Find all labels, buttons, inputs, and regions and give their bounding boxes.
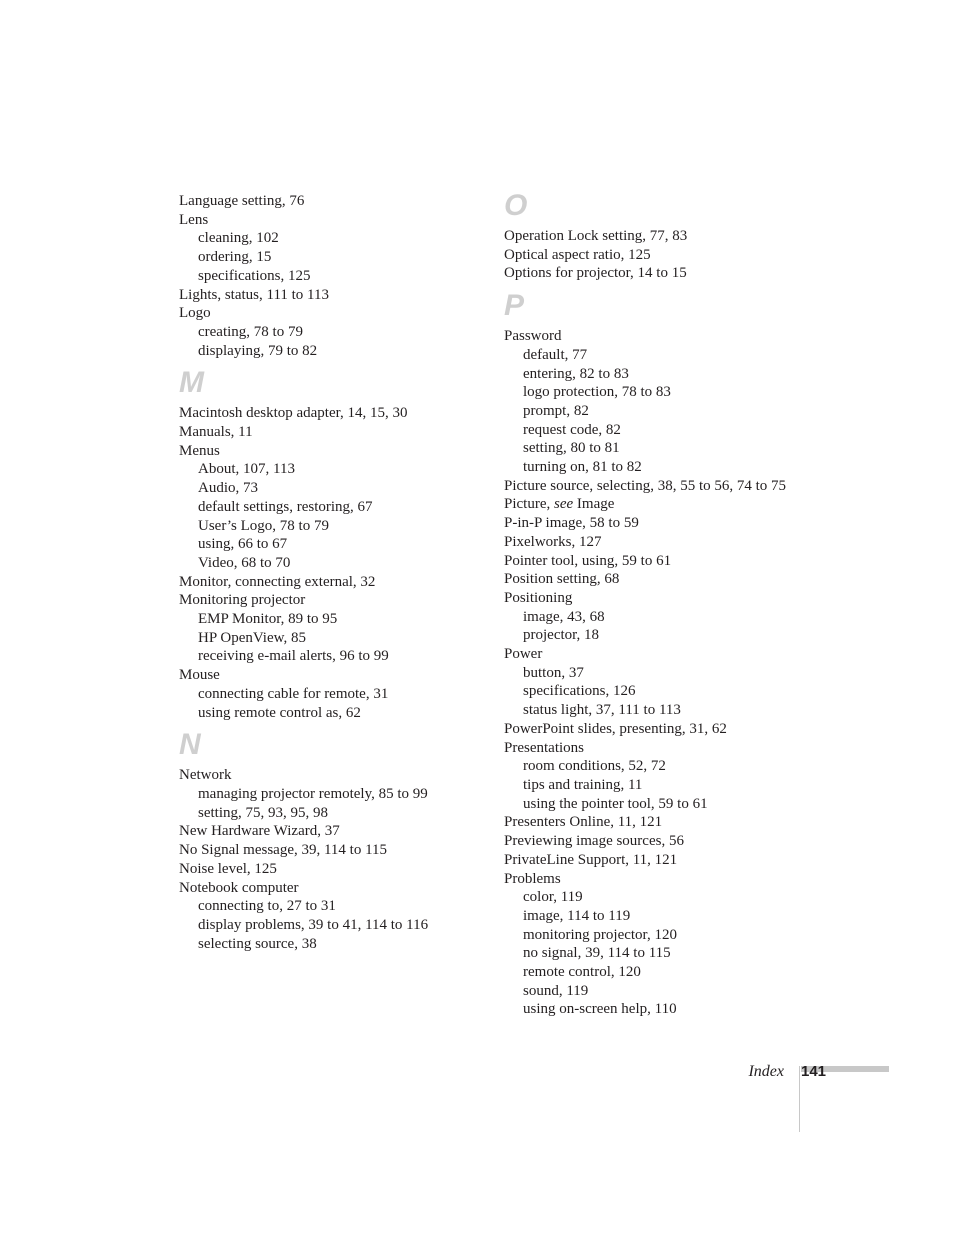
index-subentry: monitoring projector, 120 [523,926,677,943]
index-subentry: logo protection, 78 to 83 [523,384,671,401]
index-subentry: cleaning, 102 [198,230,279,247]
index-entry: Macintosh desktop adapter, 14, 15, 30 [179,405,408,422]
index-subentry: ordering, 15 [198,249,272,266]
index-entry: Problems [504,870,561,887]
index-subentry: room conditions, 52, 72 [523,758,666,775]
index-subentry: default settings, restoring, 67 [198,498,373,515]
index-subentry: entering, 82 to 83 [523,365,629,382]
footer-vertical-rule [799,1066,800,1132]
index-subentry: status light, 37, 111 to 113 [523,702,681,719]
index-entry: Optical aspect ratio, 125 [504,246,651,263]
index-subentry: selecting source, 38 [198,935,317,952]
index-entry: Password [504,328,562,345]
index-subentry: request code, 82 [523,421,621,438]
index-subentry: turning on, 81 to 82 [523,459,642,476]
index-entry [504,495,804,514]
index-subentry: using on-screen help, 110 [523,1001,677,1018]
index-entry: Language setting, 76 [179,193,305,209]
index-subentry: using remote control as, 62 [198,704,361,721]
index-entry: Positioning [504,589,573,606]
index-subentry: User’s Logo, 78 to 79 [198,517,329,534]
index-subentry: managing projector remotely, 85 to 99 [198,785,428,802]
index-entry: Noise level, 125 [179,860,277,877]
index-entry: Position setting, 68 [504,571,620,588]
index-subentry: Audio, 73 [198,480,258,497]
index-subentry: using the pointer tool, 59 to 61 [523,795,708,812]
index-entry: Options for projector, 14 to 15 [504,265,687,282]
index-subentry: EMP Monitor, 89 to 95 [198,611,338,628]
index-subentry: button, 37 [523,664,584,681]
index-entry: Mouse [179,667,220,684]
section-letter-o: O [504,189,528,222]
index-subentry: prompt, 82 [523,402,589,419]
index-entry: Lens [179,211,209,228]
index-entry: Picture source, selecting, 38, 55 to 56, 74 to 75 [504,477,787,494]
footer-section-label: Index [748,1063,784,1080]
index-entry: Presenters Online, 11, 121 [504,814,663,831]
index-subentry: receiving e-mail alerts, 96 to 99 [198,648,389,665]
index-subentry: no signal, 39, 114 to 115 [523,945,671,962]
index-entry: Previewing image sources, 56 [504,833,684,850]
index-subentry: image, 114 to 119 [523,907,631,924]
index-subentry: setting, 75, 93, 95, 98 [198,804,328,821]
index-entry: Lights, status, 111 to 113 [179,286,329,303]
index-subentry: Video, 68 to 70 [198,554,291,571]
page-number: 141 [801,1063,827,1080]
index-subentry: sound, 119 [523,982,589,999]
index-subentry: default, 77 [523,346,588,363]
index-subentry: specifications, 125 [198,267,311,284]
index-subentry: About, 107, 113 [198,461,295,478]
index-entry: New Hardware Wizard, 37 [179,823,340,840]
index-subentry: tips and training, 11 [523,776,643,793]
index-entry: Monitoring projector [179,592,306,609]
index-entry: PowerPoint slides, presenting, 31, 62 [504,720,727,737]
index-entry: Operation Lock setting, 77, 83 [504,228,688,244]
index-entry: PrivateLine Support, 11, 121 [504,851,678,868]
index-subentry: connecting cable for remote, 31 [198,685,389,702]
section-letter-n: N [179,728,201,762]
index-subentry: image, 43, 68 [523,608,605,625]
index-entry: No Signal message, 39, 114 to 115 [179,842,388,859]
index-entry: Menus [179,442,220,459]
index-entry: Network [179,767,232,784]
index-subentry: creating, 78 to 79 [198,323,303,340]
index-subentry: connecting to, 27 to 31 [198,898,336,915]
entry-see-reference: see [554,496,574,513]
index-subentry: remote control, 120 [523,964,641,981]
index-subentry: specifications, 126 [523,683,636,700]
index-entry: Power [504,646,543,663]
index-subentry: projector, 18 [523,627,600,644]
index-entry: Logo [179,305,211,322]
section-letter-p: P [504,289,525,323]
index-entry: P-in-P image, 58 to 59 [504,515,639,532]
index-subentry: display problems, 39 to 41, 114 to 116 [198,916,429,933]
index-entry: Pointer tool, using, 59 to 61 [504,552,672,569]
index-subentry: using, 66 to 67 [198,536,288,553]
index-subentry: HP OpenView, 85 [198,629,306,646]
index-subentry: displaying, 79 to 82 [198,342,318,359]
section-letter-m: M [179,366,204,400]
index-subentry: color, 119 [523,889,583,906]
index-subentry: setting, 80 to 81 [523,440,620,457]
index-entry: Monitor, connecting external, 32 [179,573,376,590]
entry-text: Picture, [504,496,554,513]
index-entry: Notebook computer [179,879,299,896]
index-entry: Pixelworks, 127 [504,533,602,550]
index-column-right [504,189,804,1019]
index-entry: Presentations [504,739,584,756]
index-column-left [179,192,479,953]
index-entry: Manuals, 11 [179,424,253,441]
entry-see-target: Image [573,496,615,513]
